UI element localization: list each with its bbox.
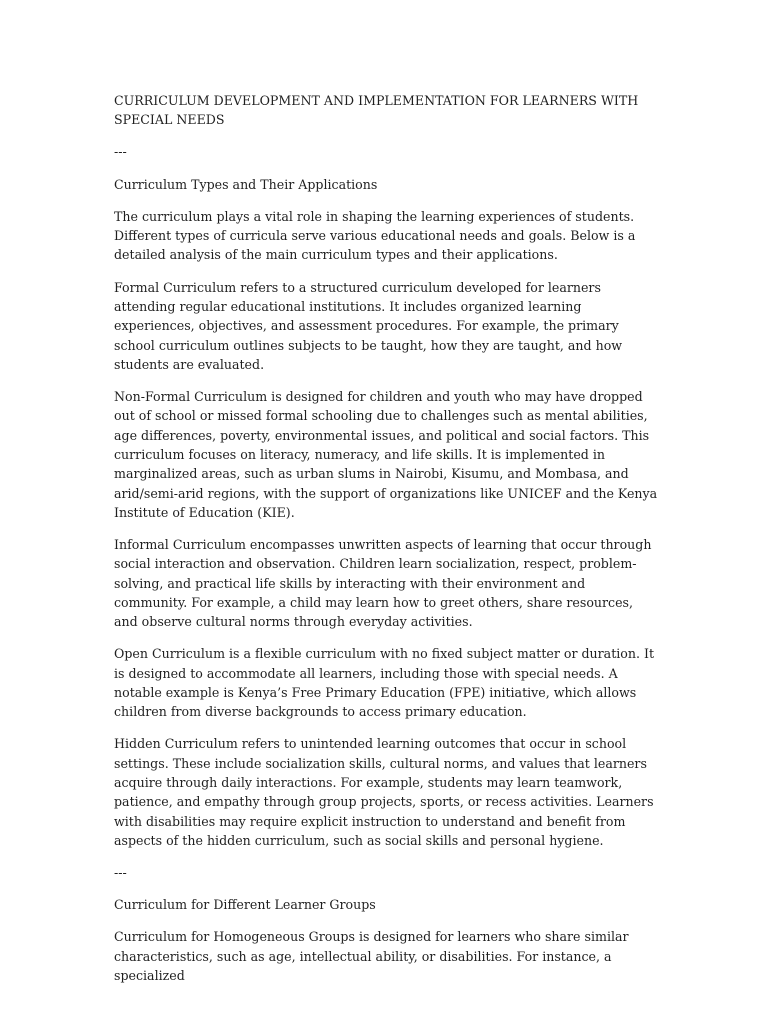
paragraph-informal-curriculum: Informal Curriculum encompasses unwritten aspects of learning that occur through social interaction and observation. Children learn socialization, respect, problem-solving, and practical life skills by interacting with their environment and community. For example, a child may learn how to greet others, share resources, and observe cultural norms through everyday activities. — [114, 536, 652, 630]
paragraph-open-curriculum: Open Curriculum is a flexible curriculum with no fixed subject matter or duration. It is designed to accommodate all learners, including those with special needs. A notable example is Kenya’s Free Primary Education (FPE) initiative, which allows children from diverse backgrounds to access primary education. — [114, 646, 655, 720]
paragraph-homogeneous-groups: Curriculum for Homogeneous Groups is designed for learners who share similar characteristics, such as age, intellectual ability, or disabilities. For instance, a specialized — [114, 929, 629, 984]
document-page — [114, 91, 659, 998]
document-title: CURRICULUM DEVELOPMENT AND IMPLEMENTATION FOR LEARNERS WITH SPECIAL NEEDS — [114, 93, 639, 128]
paragraph-hidden-curriculum: Hidden Curriculum refers to unintended learning outcomes that occur in school settings. These include socialization skills, cultural norms, and values that learners acquire through daily interactions. For example, students may learn teamwork, patience, and empathy through group projects, sports, or recess activities. Learners with disabilities may require explicit instruction to understand and benefit from aspects of the hidden curriculum, such as social skills and personal hygiene. — [114, 736, 654, 848]
paragraph-non-formal-curriculum: Non-Formal Curriculum is designed for children and youth who may have dropped out of school or missed formal schooling due to challenges such as mental abilities, age differences, poverty, environmental issues, and political and social factors. This curriculum focuses on literacy, numeracy, and life skills. It is implemented in marginalized areas, such as urban slums in Nairobi, Kisumu, and Mombasa, and arid/semi-arid regions, with the support of organizations like UNICEF and the Kenya Institute of Education (KIE). — [114, 389, 658, 520]
paragraph-formal-curriculum: Formal Curriculum refers to a structured curriculum developed for learners attending regular educational institutions. It includes organized learning experiences, objectives, and assessment procedures. For example, the primary school curriculum outlines subjects to be taught, how they are taught, and how students are evaluated. — [114, 279, 623, 372]
separator: --- — [114, 144, 127, 160]
section-heading-curriculum-types: Curriculum Types and Their Applications — [114, 176, 378, 192]
paragraph-intro: The curriculum plays a vital role in shaping the learning experiences of students. Different types of curricula serve various educational needs and goals. Below is a detailed analysis of the main curriculum types and their applications. — [114, 208, 636, 263]
section-heading-learner-groups: Curriculum for Different Learner Groups — [114, 897, 376, 913]
separator: --- — [114, 865, 127, 881]
